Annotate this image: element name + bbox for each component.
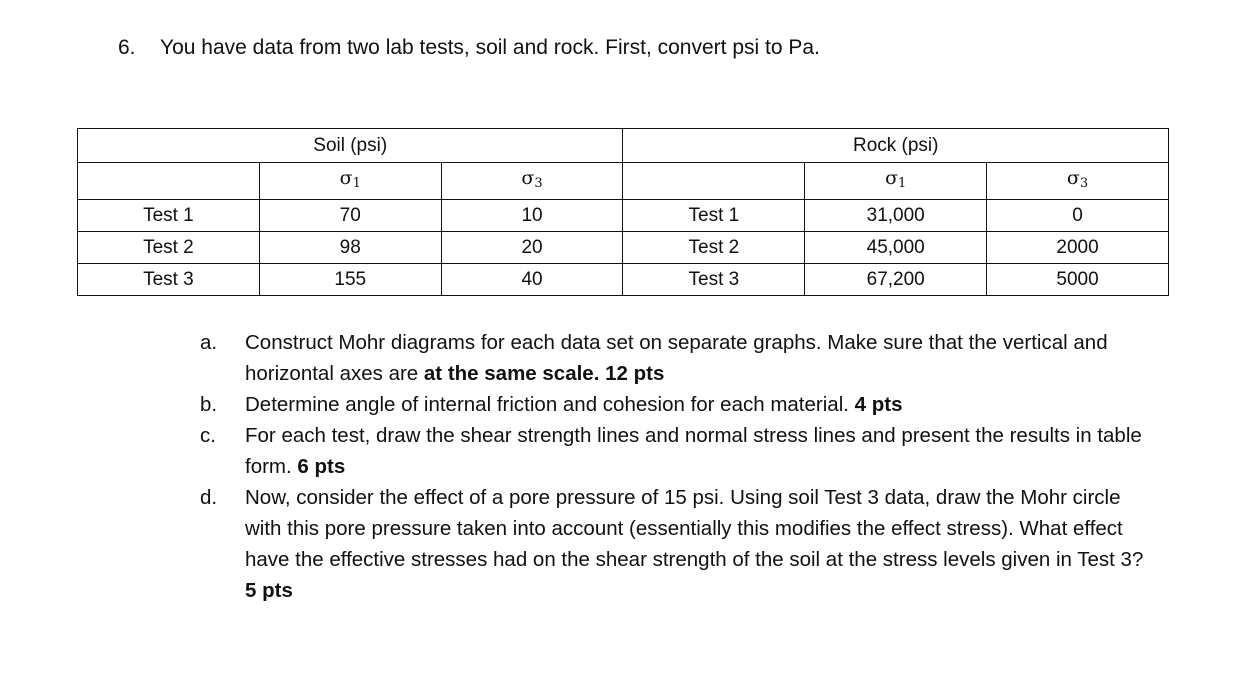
rock-sigma3-value: 0: [987, 200, 1169, 232]
points-label: 12 pts: [605, 362, 665, 385]
question-heading: [118, 36, 820, 60]
sigma-header-row: [78, 163, 1169, 200]
empty-cell: [78, 163, 260, 200]
soil-test-label: Test 1: [78, 200, 260, 232]
rock-sigma3-value: 5000: [987, 264, 1169, 296]
soil-header: Soil (psi): [78, 129, 623, 163]
soil-sigma3-header: $\sigma_3$: [441, 163, 623, 200]
soil-sigma1-header: $\sigma_1$: [259, 163, 441, 200]
question-text: You have data from two lab tests, soil and rock. First, convert psi to Pa.: [160, 36, 820, 59]
rock-test-label: Test 2: [623, 232, 805, 264]
rock-test-label: Test 3: [623, 264, 805, 296]
points-label: 6 pts: [297, 455, 346, 478]
sub-questions-list: [200, 327, 1160, 606]
item-marker: a.: [200, 331, 218, 354]
soil-sigma1-value: 155: [259, 264, 441, 296]
item-text: Now, consider the effect of a pore pressure of 15 psi. Using soil Test 3 data, draw the Mohr circle with this pore pressure taken into account (essentially this modifies the effect stress). What effect have the effective stresses had on the shear strength of the soil at the stress levels given in Test 3? 5 pts: [245, 486, 1144, 602]
lab-data-table: [77, 128, 1169, 296]
rock-sigma3-header: $\sigma_3$: [987, 163, 1169, 200]
points-label: 5 pts: [245, 579, 293, 602]
item-text: Determine angle of internal friction and cohesion for each material. 4 pts: [245, 393, 903, 416]
question-number: 6.: [118, 36, 136, 59]
item-text: Construct Mohr diagrams for each data set on separate graphs. Make sure that the vertical and horizontal axes are at the same scale. 12 pts: [245, 331, 1108, 385]
list-item: [200, 420, 1160, 482]
item-marker: c.: [200, 424, 216, 447]
soil-sigma1-value: 98: [259, 232, 441, 264]
rock-sigma1-value: 67,200: [805, 264, 987, 296]
item-text: For each test, draw the shear strength lines and normal stress lines and present the results in table form. 6 pts: [245, 424, 1142, 478]
soil-sigma3-value: 40: [441, 264, 623, 296]
soil-sigma3-value: 20: [441, 232, 623, 264]
rock-test-label: Test 1: [623, 200, 805, 232]
table-row: [78, 264, 1169, 296]
rock-sigma1-header: $\sigma_1$: [805, 163, 987, 200]
rock-sigma1-value: 45,000: [805, 232, 987, 264]
soil-test-label: Test 3: [78, 264, 260, 296]
empty-cell: [623, 163, 805, 200]
rock-header: Rock (psi): [623, 129, 1169, 163]
soil-sigma1-value: 70: [259, 200, 441, 232]
list-item: [200, 482, 1160, 606]
rock-sigma1-value: 31,000: [805, 200, 987, 232]
item-marker: d.: [200, 486, 218, 509]
soil-test-label: Test 2: [78, 232, 260, 264]
points-label: 4 pts: [854, 393, 903, 416]
item-marker: b.: [200, 393, 218, 416]
table-row: [78, 200, 1169, 232]
list-item: [200, 327, 1160, 389]
table-row: [78, 232, 1169, 264]
rock-sigma3-value: 2000: [987, 232, 1169, 264]
soil-sigma3-value: 10: [441, 200, 623, 232]
list-item: [200, 389, 1160, 420]
table-header-row: [78, 129, 1169, 163]
